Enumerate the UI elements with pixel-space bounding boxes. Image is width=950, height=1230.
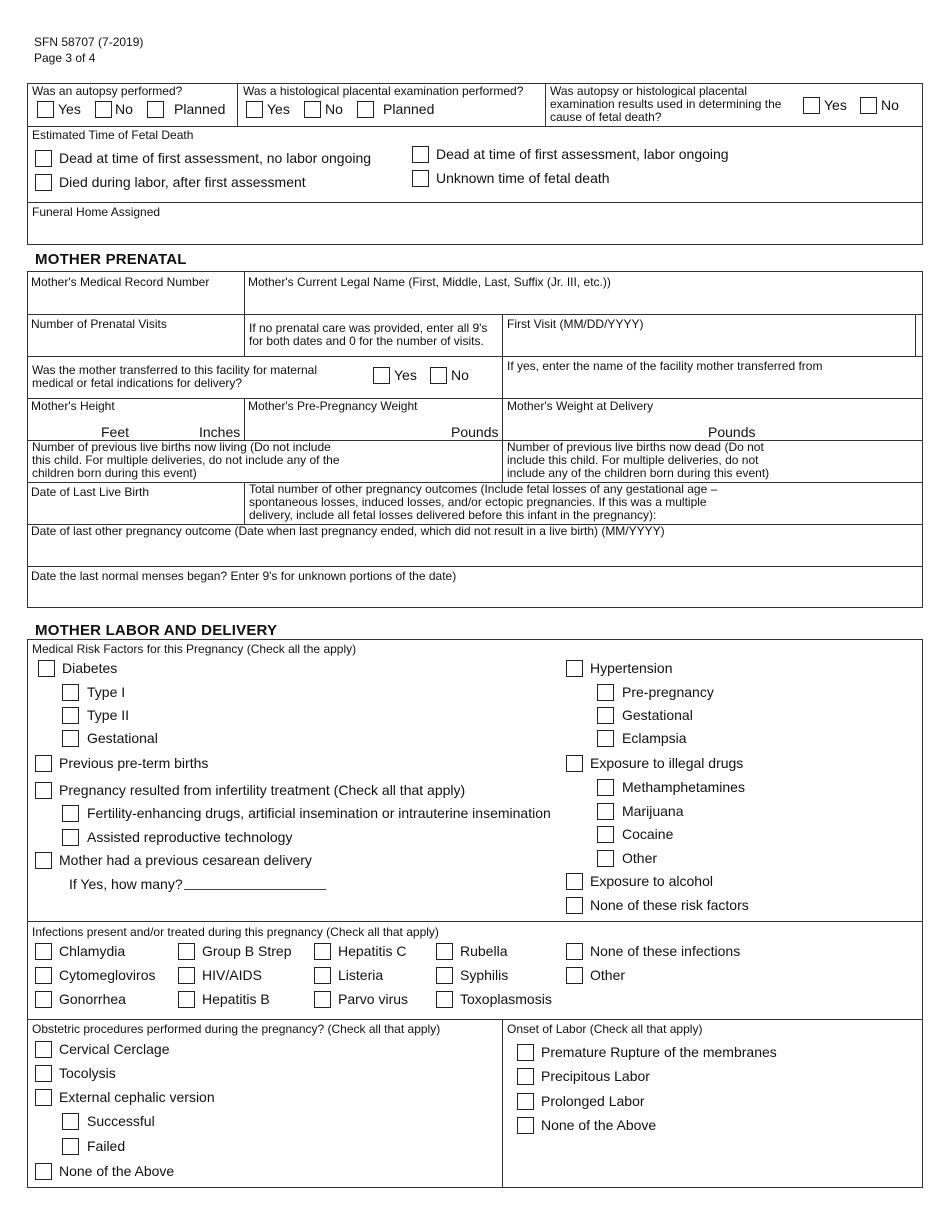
autopsy-no-label: No	[115, 101, 133, 117]
infertility-label: Pregnancy resulted from infertility treatment (Check all that apply)	[59, 782, 466, 798]
rubella-checkbox[interactable]	[436, 943, 453, 960]
ecv-label: External cephalic version	[59, 1089, 215, 1105]
parvo-virus-label: Parvo virus	[338, 991, 409, 1007]
transferred-yes-label: Yes	[394, 367, 417, 383]
prenatal-title: MOTHER PRENATAL	[35, 251, 187, 268]
chlamydia-checkbox[interactable]	[35, 943, 52, 960]
gestational-hypertension-label: Gestational	[622, 707, 693, 723]
transferred-no-label: No	[451, 367, 469, 383]
prepregnancy-label: Pre-pregnancy	[622, 684, 714, 700]
hiv-aids-label: HIV/AIDS	[202, 967, 262, 983]
how-many-field[interactable]	[184, 889, 326, 890]
ecv-checkbox[interactable]	[35, 1089, 52, 1106]
eclampsia-checkbox[interactable]	[597, 730, 614, 747]
hepatitis-c-label: Hepatitis C	[338, 943, 407, 959]
diabetes-type2-checkbox[interactable]	[62, 707, 79, 724]
hepatitis-c-checkbox[interactable]	[314, 943, 331, 960]
risk-title: Medical Risk Factors for this Pregnancy (Check all the apply)	[32, 642, 357, 656]
none-risk-checkbox[interactable]	[566, 897, 583, 914]
gonorrhea-checkbox[interactable]	[35, 991, 52, 1008]
other-infection-checkbox[interactable]	[566, 967, 583, 984]
diabetes-checkbox[interactable]	[38, 660, 55, 677]
fertility-drugs-label: Fertility-enhancing drugs, artificial insemination or intrauterine insemination	[87, 805, 551, 821]
cerclage-label: Cervical Cerclage	[59, 1041, 170, 1057]
prom-checkbox[interactable]	[517, 1044, 534, 1061]
diabetes-gestational-checkbox[interactable]	[62, 730, 79, 747]
cocaine-checkbox[interactable]	[597, 826, 614, 843]
toxoplasmosis-label: Toxoplasmosis	[460, 991, 552, 1007]
histology-planned-checkbox[interactable]	[357, 101, 374, 118]
transferred-no-checkbox[interactable]	[430, 367, 447, 384]
results-used-question: Was autopsy or histological placental examination results used in determining the cause of fetal death?	[550, 84, 782, 124]
onset-none-label: None of the Above	[541, 1117, 657, 1133]
art-checkbox[interactable]	[62, 829, 79, 846]
form-id: SFN 58707 (7-2019)	[34, 35, 144, 49]
transferred-question: Was the mother transferred to this facility for maternal medical or fetal indications for delivery?	[32, 363, 317, 390]
results-yes-label: Yes	[824, 97, 847, 113]
meth-label: Methamphetamines	[622, 779, 745, 795]
prolonged-checkbox[interactable]	[517, 1093, 534, 1110]
diabetes-type1-checkbox[interactable]	[62, 684, 79, 701]
last-other-outcome-label: Date of last other pregnancy outcome (Date when last pregnancy ended, which did not result in a live birth) (MM/YYYY)	[31, 524, 665, 538]
group-b-strep-checkbox[interactable]	[178, 943, 195, 960]
histology-planned-label: Planned	[383, 101, 435, 117]
cesarean-label: Mother had a previous cesarean delivery	[59, 852, 312, 868]
diabetes-label: Diabetes	[62, 660, 118, 676]
alcohol-checkbox[interactable]	[566, 873, 583, 890]
histology-question: Was a histological placental examination performed?	[243, 84, 524, 98]
first-visit-label: First Visit (MM/DD/YYYY)	[507, 317, 644, 331]
prenatal-visits-label: Number of Prenatal Visits	[31, 317, 167, 331]
autopsy-question: Was an autopsy performed?	[32, 84, 183, 98]
fetal-death-title: Estimated Time of Fetal Death	[32, 128, 194, 142]
legal-name-label: Mother's Current Legal Name (First, Middle, Last, Suffix (Jr. III, etc.))	[248, 275, 611, 289]
infertility-checkbox[interactable]	[35, 782, 52, 799]
ecv-successful-label: Successful	[87, 1113, 155, 1129]
cesarean-checkbox[interactable]	[35, 852, 52, 869]
precipitous-label: Precipitous Labor	[541, 1068, 650, 1084]
no-care-note: If no prenatal care was provided, enter all 9's for both dates and 0 for the number of visits.	[249, 321, 488, 348]
transferred-yes-checkbox[interactable]	[373, 367, 390, 384]
other-infection-label: Other	[590, 967, 626, 983]
hypertension-label: Hypertension	[590, 660, 673, 676]
group-b-strep-label: Group B Strep	[202, 943, 292, 959]
infections-title: Infections present and/or treated during this pregnancy (Check all that apply)	[32, 925, 439, 939]
diabetes-type2-label: Type II	[87, 707, 130, 723]
other-outcomes-label: Total number of other pregnancy outcomes (Include fetal losses of any gestational age – spontaneous losses, induced losses, and/or ectopic pregnancies. If this was a multiple delivery, include all fetal losses delivered before this infant in the pregnancy):	[249, 482, 718, 522]
illegal-drugs-label: Exposure to illegal drugs	[590, 755, 744, 771]
results-no-checkbox[interactable]	[860, 97, 877, 114]
last-live-birth-label: Date of Last Live Birth	[31, 485, 150, 499]
autopsy-yes-checkbox[interactable]	[37, 101, 54, 118]
unknown-time-label: Unknown time of fetal death	[436, 170, 610, 186]
prev-dead-label: Number of previous live births now dead (Do not include this child. For multiple deliveries, do not include any of the children born during this event)	[507, 440, 770, 480]
listeria-label: Listeria	[338, 967, 384, 983]
dead-no-labor-checkbox[interactable]	[35, 150, 52, 167]
histology-no-checkbox[interactable]	[304, 101, 321, 118]
transferred-from-label: If yes, enter the name of the facility mother transferred from	[507, 359, 823, 373]
preterm-checkbox[interactable]	[35, 755, 52, 772]
menses-label: Date the last normal menses began? Enter 9's for unknown portions of the date)	[31, 569, 457, 583]
none-infections-label: None of these infections	[590, 943, 741, 959]
fertility-drugs-checkbox[interactable]	[62, 805, 79, 822]
died-during-labor-label: Died during labor, after first assessment	[59, 174, 306, 190]
autopsy-no-checkbox[interactable]	[95, 101, 112, 118]
diabetes-type1-label: Type I	[87, 684, 126, 700]
rubella-label: Rubella	[460, 943, 508, 959]
onset-none-checkbox[interactable]	[517, 1117, 534, 1134]
prolonged-label: Prolonged Labor	[541, 1093, 645, 1109]
hypertension-checkbox[interactable]	[566, 660, 583, 677]
meth-checkbox[interactable]	[597, 779, 614, 796]
how-many-label: If Yes, how many?	[69, 876, 183, 892]
unknown-time-checkbox[interactable]	[412, 170, 429, 187]
height-label: Mother's Height	[31, 399, 115, 413]
dead-no-labor-label: Dead at time of first assessment, no labor ongoing	[59, 150, 372, 166]
mrn-label: Mother's Medical Record Number	[31, 275, 210, 289]
parvo-virus-checkbox[interactable]	[314, 991, 331, 1008]
preterm-label: Previous pre-term births	[59, 755, 209, 771]
feet-label: Feet	[101, 424, 130, 440]
cytomeglovirus-label: Cytomegloviros	[59, 967, 156, 983]
diabetes-gestational-label: Gestational	[87, 730, 158, 746]
tocolysis-checkbox[interactable]	[35, 1065, 52, 1082]
dead-labor-ongoing-label: Dead at time of first assessment, labor ongoing	[436, 146, 729, 162]
alcohol-label: Exposure to alcohol	[590, 873, 713, 889]
gonorrhea-label: Gonorrhea	[59, 991, 126, 1007]
histology-no-label: No	[325, 101, 343, 117]
gestational-hypertension-checkbox[interactable]	[597, 707, 614, 724]
inches-label: Inches	[199, 424, 241, 440]
illegal-drugs-checkbox[interactable]	[566, 755, 583, 772]
none-risk-label: None of these risk factors	[590, 897, 749, 913]
histology-yes-checkbox[interactable]	[246, 101, 263, 118]
delivery-weight-pounds: Pounds	[708, 424, 756, 440]
histology-yes-label: Yes	[267, 101, 290, 117]
funeral-home-label: Funeral Home Assigned	[32, 205, 161, 219]
none-infections-checkbox[interactable]	[566, 943, 583, 960]
prom-label: Premature Rupture of the membranes	[541, 1044, 777, 1060]
autopsy-planned-checkbox[interactable]	[147, 101, 164, 118]
labor-title: MOTHER LABOR AND DELIVERY	[35, 622, 278, 639]
cytomeglovirus-checkbox[interactable]	[35, 967, 52, 984]
toxoplasmosis-checkbox[interactable]	[436, 991, 453, 1008]
autopsy-planned-label: Planned	[174, 101, 226, 117]
marijuana-label: Marijuana	[622, 803, 684, 819]
results-no-label: No	[881, 97, 899, 113]
ecv-successful-checkbox[interactable]	[62, 1113, 79, 1130]
chlamydia-label: Chlamydia	[59, 943, 126, 959]
obstetric-title: Obstetric procedures performed during the pregnancy? (Check all that apply)	[32, 1022, 441, 1036]
syphilis-checkbox[interactable]	[436, 967, 453, 984]
prev-living-label: Number of previous live births now living (Do not include this child. For multiple deliveries, do not include any of the children born during this event)	[32, 440, 340, 480]
syphilis-label: Syphilis	[460, 967, 509, 983]
hiv-aids-checkbox[interactable]	[178, 967, 195, 984]
delivery-weight-label: Mother's Weight at Delivery	[507, 399, 654, 413]
listeria-checkbox[interactable]	[314, 967, 331, 984]
pre-weight-pounds: Pounds	[451, 424, 499, 440]
autopsy-yes-label: Yes	[58, 101, 81, 117]
tocolysis-label: Tocolysis	[59, 1065, 116, 1081]
onset-title: Onset of Labor (Check all that apply)	[507, 1022, 703, 1036]
labor-section	[27, 639, 923, 1188]
obstetric-none-checkbox[interactable]	[35, 1163, 52, 1180]
other-drug-checkbox[interactable]	[597, 850, 614, 867]
marijuana-checkbox[interactable]	[597, 803, 614, 820]
results-yes-checkbox[interactable]	[803, 97, 820, 114]
ecv-failed-checkbox[interactable]	[62, 1138, 79, 1155]
hepatitis-b-label: Hepatitis B	[202, 991, 270, 1007]
dead-labor-ongoing-checkbox[interactable]	[412, 146, 429, 163]
obstetric-none-label: None of the Above	[59, 1163, 175, 1179]
page-number: Page 3 of 4	[34, 51, 96, 65]
died-during-labor-checkbox[interactable]	[35, 174, 52, 191]
pre-weight-label: Mother's Pre-Pregnancy Weight	[248, 399, 418, 413]
hepatitis-b-checkbox[interactable]	[178, 991, 195, 1008]
cocaine-label: Cocaine	[622, 826, 674, 842]
cerclage-checkbox[interactable]	[35, 1041, 52, 1058]
precipitous-checkbox[interactable]	[517, 1068, 534, 1085]
other-drug-label: Other	[622, 850, 658, 866]
prepregnancy-checkbox[interactable]	[597, 684, 614, 701]
ecv-failed-label: Failed	[87, 1138, 126, 1154]
art-label: Assisted reproductive technology	[87, 829, 293, 845]
eclampsia-label: Eclampsia	[622, 730, 687, 746]
